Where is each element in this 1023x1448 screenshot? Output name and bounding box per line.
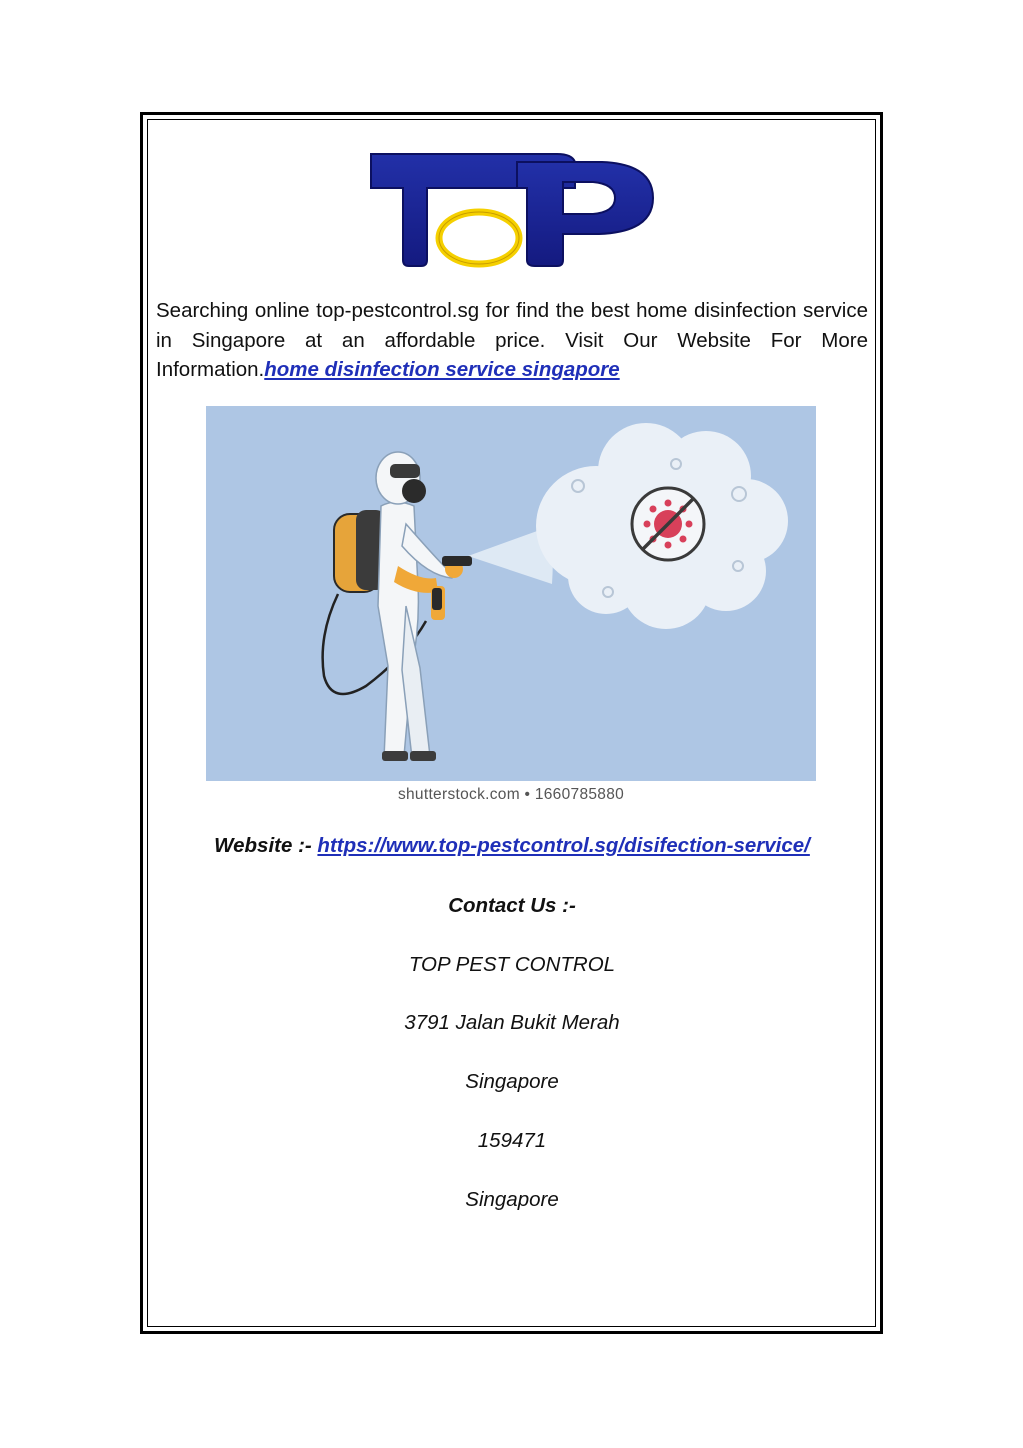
intro-text: Searching online top-pestcontrol.sg for find the best home disinfection service in Singapore at an affordable price. Visit Our Website For More Information. — [156, 299, 868, 381]
street-address: 3791 Jalan Bukit Merah — [404, 1011, 620, 1034]
website-line — [150, 834, 874, 858]
postal-code: 159471 — [477, 1129, 547, 1152]
image-credit: shutterstock.com • 1660785880 — [397, 786, 625, 803]
country: Singapore — [465, 1188, 559, 1211]
home-disinfection-link[interactable]: home disinfection service singapore — [264, 358, 620, 381]
top-logo — [367, 148, 657, 272]
intro-paragraph — [156, 296, 868, 385]
city: Singapore — [465, 1070, 559, 1093]
contact-heading: Contact Us :- — [448, 894, 576, 917]
company-name: TOP PEST CONTROL — [408, 953, 616, 976]
website-link[interactable]: https://www.top-pestcontrol.sg/disifection-service/ — [317, 834, 810, 857]
website-label: Website :- — [214, 834, 318, 857]
disinfection-illustration — [206, 406, 816, 781]
